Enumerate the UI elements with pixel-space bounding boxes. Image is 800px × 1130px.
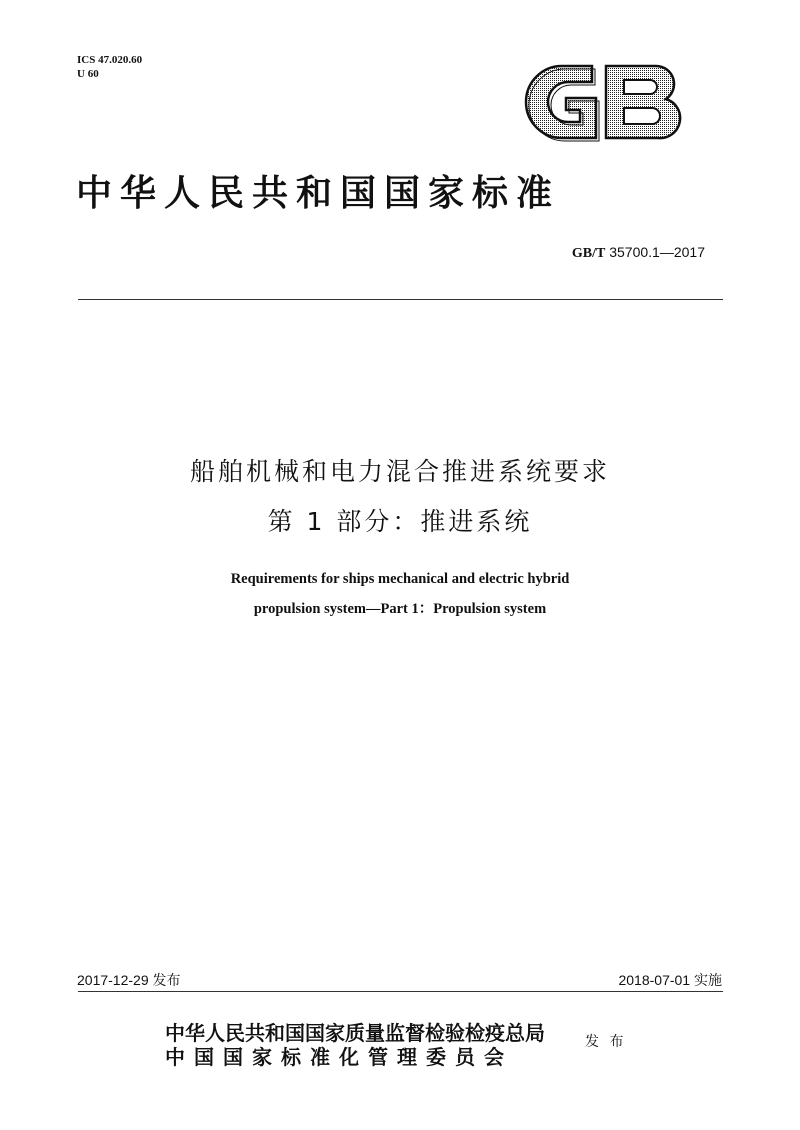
gb-logo	[522, 62, 682, 142]
classification-codes	[77, 53, 142, 81]
standard-code: 35700.1—2017	[609, 244, 705, 260]
chinese-title-line2: 第 1 部分：推进系统	[267, 507, 533, 536]
standard-number	[572, 244, 705, 262]
implementation-date: 2018-07-01 实施	[618, 972, 722, 988]
ccs-code: U 60	[77, 68, 99, 80]
issue-date: 2017-12-29 发布	[77, 972, 181, 988]
chinese-title-line1: 船舶机械和电力混合推进系统要求	[189, 457, 610, 486]
issuer-aqsiq: 中华人民共和国国家质量监督检验检疫总局	[165, 1021, 545, 1045]
top-divider	[78, 299, 723, 300]
bottom-divider	[78, 991, 723, 992]
publish-label: 发 布	[585, 1034, 627, 1050]
standard-category-title: 中华人民共和国国家标准	[76, 172, 561, 214]
gb-logo-text: GB	[522, 62, 524, 63]
issuer-sac: 中国国家标准化管理委员会	[165, 1045, 513, 1069]
ics-code: ICS 47.020.60	[77, 54, 143, 66]
standard-prefix: GB/T	[571, 246, 606, 261]
english-title-line1: Requirements for ships mechanical and electric hybrid	[230, 571, 570, 587]
english-title-line2: propulsion system—Part 1：Propulsion system	[253, 601, 547, 617]
